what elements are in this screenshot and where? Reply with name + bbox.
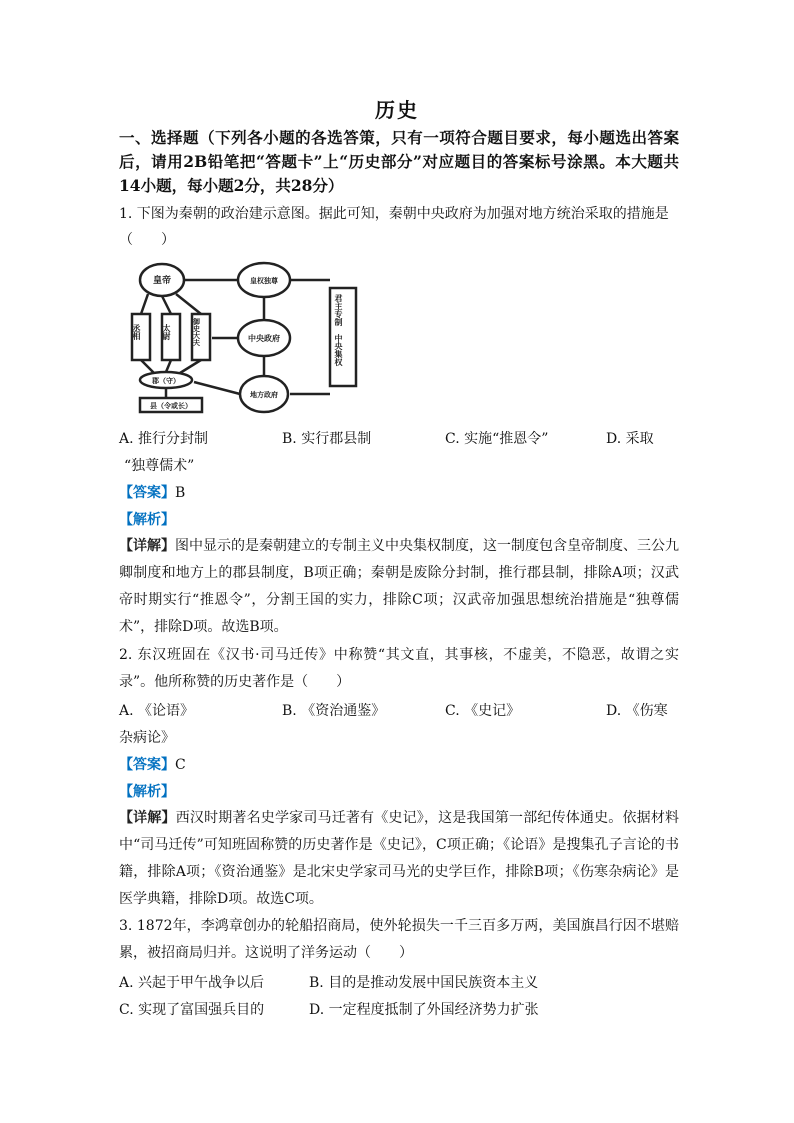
- q1-stem-line1: 1. 下图为秦朝的政治建示意图。据此可知，秦朝中央政府为加强对地方统治采取的措施是: [119, 206, 669, 222]
- qin-political-diagram: [118, 258, 368, 418]
- q1-option-b: B. 实行郡县制: [282, 431, 372, 447]
- diagram-side-label: 君主专制 中央集权: [334, 294, 344, 366]
- diagram-minister2-label: 太尉: [162, 324, 172, 340]
- diagram-minister1-label: 丞相: [132, 324, 142, 340]
- answer-value: C: [175, 757, 186, 773]
- diagram-emperor-label: 皇帝: [152, 276, 172, 286]
- q1-detail: [119, 533, 679, 641]
- q1-analysis-tag: [119, 509, 175, 529]
- diagram-center-label: 中央政府: [248, 333, 280, 343]
- answer-tag: 【答案】: [119, 757, 175, 773]
- detail-tag: 【详解】: [119, 810, 176, 826]
- page-title: 历史: [375, 98, 419, 122]
- section-header: 一、选择题（下列各小题的各选答策，只有一项符合题目要求，每小题选出答案后，请用2B铅笔把“答题卡”上“历史部分”对应题目的答案标号涂黑。本大题共14小题，每小题2分，共28分）: [119, 128, 679, 195]
- answer-value: B: [175, 485, 186, 501]
- q2-stem: 2. 东汉班固在《汉书·司马迁传》中称赞“其文直，其事核，不虚美，不隐恶，故谓之实录”。他所称赞的历史著作是（ ）: [119, 647, 679, 690]
- q3-option-c: C. 实现了富国强兵目的: [119, 1002, 265, 1018]
- q1-option-a: A. 推行分封制: [119, 431, 209, 447]
- q2-analysis-tag: [119, 781, 175, 801]
- diagram-minister3-label: 御史大夫: [192, 318, 202, 346]
- q2-option-d-cont: 杂病论》: [119, 730, 175, 746]
- q2-option-a: A. 《论语》: [119, 703, 195, 719]
- diagram-bottom-right-label: 地方政府: [250, 390, 278, 399]
- diagram-top-right-label: 皇权独尊: [250, 276, 278, 285]
- diagram-jun-label: 郡（守）: [152, 376, 180, 385]
- analysis-tag: 【解析】: [119, 512, 175, 528]
- q1-option-d-cont: “独尊儒术”: [124, 458, 195, 474]
- analysis-tag: 【解析】: [119, 784, 175, 800]
- q1-option-d: D. 采取: [606, 431, 654, 447]
- q2-answer: [119, 754, 186, 774]
- q2-option-d: D. 《伤寒: [606, 703, 668, 719]
- q1-option-c: C. 实施“推恩令”: [445, 431, 549, 447]
- q2-detail: [119, 805, 679, 913]
- q3-option-d: D. 一定程度抵制了外国经济势力扩张: [309, 1002, 539, 1018]
- detail-tag: 【详解】: [119, 538, 175, 554]
- q1-answer: [119, 482, 185, 502]
- q2-option-b: B. 《资治通鉴》: [282, 703, 386, 719]
- diagram-xian-label: 县（令或长）: [150, 401, 192, 410]
- q3-option-b: B. 目的是推动发展中国民族资本主义: [309, 975, 539, 991]
- detail-text: 图中显示的是秦朝建立的专制主义中央集权制度，这一制度包含皇帝制度、三公九卿制度和地方上的郡县制度，B项正确；秦朝是废除分封制，推行郡县制，排除A项；汉武帝时期实行“推恩令”，分割王国的实力，排除C项；汉武帝加强思想统治措施是“独尊儒术”，排除D项。故选B项。: [119, 538, 679, 635]
- q2-option-c: C. 《史记》: [445, 703, 521, 719]
- detail-text: 西汉时期著名史学家司马迁著有《史记》，这是我国第一部纪传体通史。依据材料中“司马迁传”可知班固称赞的历史著作是《史记》，C项正确；《论语》是搜集孔子言论的书籍，排除A项；《资治通鉴》是北宋史学家司马光的史学巨作，排除B项；《伤寒杂病论》是医学典籍，排除D项。故选C项。: [119, 810, 679, 907]
- answer-tag: 【答案】: [119, 485, 175, 501]
- q3-option-a: A. 兴起于甲午战争以后: [119, 975, 265, 991]
- q1-stem-line2: （ ）: [119, 232, 175, 248]
- q3-stem: 3. 1872年，李鸿章创办的轮船招商局，使外轮损失一千三百多万两，美国旗昌行因不堪赔累，被招商局归并。这说明了洋务运动（ ）: [119, 918, 679, 961]
